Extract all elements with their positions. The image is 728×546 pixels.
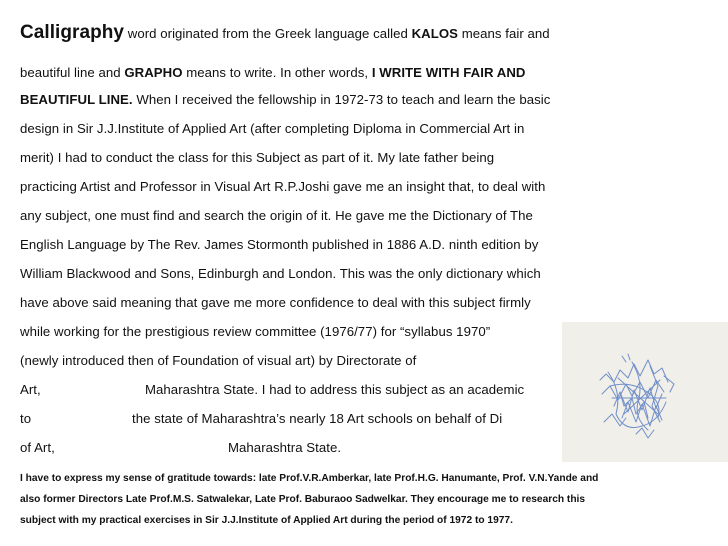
text-line-3 [20, 91, 550, 109]
text-line-4: design in Sir J.J.Institute of Applied Art (after completing Diploma in Commercial Art in [20, 121, 525, 136]
emphasis-text: I WRITE WITH FAIR AND [371, 65, 526, 80]
text-line-7: any subject, one must find and search the origin of it. He gave me the Dictionary of The [20, 208, 533, 223]
text-segment: to [20, 411, 32, 426]
text-segment: of Art, [20, 440, 55, 455]
text-line-1 [20, 24, 550, 43]
footnote-line-1: I have to express my sense of gratitude towards: late Prof.V.R.Amberkar, late Prof.H.G. Hanumante, Prof. V.N.Yande and [20, 473, 599, 484]
text-segment: word originated from the Greek language called [124, 26, 412, 41]
text-segment: means fair and [458, 26, 550, 41]
text-line-13 [20, 381, 525, 399]
term-grapho: GRAPHO [124, 65, 183, 80]
text-segment: the state of Maharashtra’s nearly 18 Art schools on behalf of Di [132, 411, 503, 426]
footnote-line-2: also former Directors Late Prof.M.S. Satwalekar, Late Prof. Baburaoo Sadwelkar. They encourage me to research this [20, 494, 586, 505]
text-segment: Maharashtra State. I had to address this subject as an academic [145, 382, 525, 397]
text-segment: means to write. In other words, [182, 65, 372, 80]
text-line-2 [20, 64, 526, 82]
scribble-drawing [562, 322, 728, 462]
emphasis-text: BEAUTIFUL LINE. [20, 92, 133, 107]
calligraphy-scribble-image [562, 322, 728, 462]
text-line-10: have above said meaning that gave me more confidence to deal with this subject firmly [20, 295, 531, 310]
text-line-12: (newly introduced then of Foundation of visual art) by Directorate of [20, 353, 417, 368]
text-line-9: William Blackwood and Sons, Edinburgh and London. This was the only dictionary which [20, 266, 541, 281]
text-line-15 [20, 439, 342, 457]
text-segment: Art, [20, 382, 41, 397]
heading-calligraphy: Calligraphy [20, 22, 125, 43]
text-line-11: while working for the prestigious review committee (1976/77) for “syllabus 1970” [20, 324, 491, 339]
text-segment: beautiful line and [20, 65, 125, 80]
text-line-14 [20, 410, 503, 428]
text-line-8: English Language by The Rev. James Stormonth published in 1886 A.D. ninth edition by [20, 237, 539, 252]
text-line-6: practicing Artist and Professor in Visual Art R.P.Joshi gave me an insight that, to deal with [20, 179, 546, 194]
text-line-5: merit) I had to conduct the class for this Subject as part of it. My late father being [20, 150, 495, 165]
term-kalos: KALOS [411, 26, 458, 41]
text-segment: Maharashtra State. [228, 440, 342, 455]
text-segment: When I received the fellowship in 1972-73 to teach and learn the basic [132, 92, 551, 107]
footnote-line-3: subject with my practical exercises in Sir J.J.Institute of Applied Art during the period of 1972 to 1977. [20, 515, 513, 526]
